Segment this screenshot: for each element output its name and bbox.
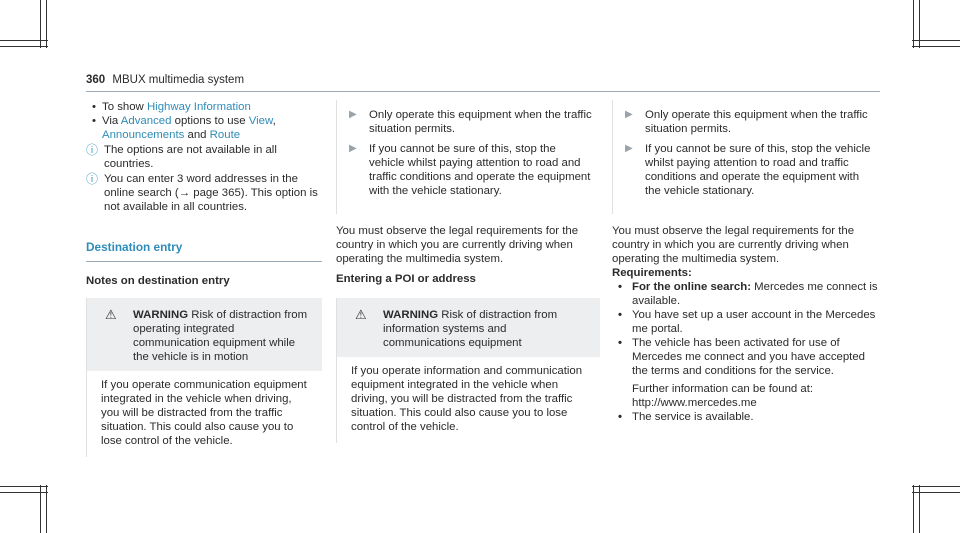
list-item: • You have set up a user account in the Mercedes me portal. <box>618 309 876 335</box>
arrow-icon: ▶ <box>349 143 357 154</box>
bullet-icon: • <box>618 309 622 321</box>
info-note: ⓘ The options are not available in all countries. <box>86 143 277 170</box>
warning-label: WARNING <box>383 309 439 321</box>
section-rule <box>86 261 322 262</box>
crop-mark <box>912 492 960 493</box>
paragraph: You must observe the legal requirements for the country in which you are currently driving when operating the multimedia system. <box>612 225 855 265</box>
warning-header: ⚠ WARNING Risk of distraction from information systems and communications equipment <box>337 298 600 357</box>
bullet-icon: • <box>618 337 622 349</box>
subheading: Notes on destination entry <box>86 275 230 287</box>
bullet-icon: • <box>92 101 96 113</box>
crop-mark <box>912 40 960 41</box>
advanced-link[interactable]: Advanced <box>120 115 172 127</box>
list-item: ▶ If you cannot be sure of this, stop the vehicle whilst paying attention to road and traffic conditions and operate the equipment with the vehicle stationary. <box>343 142 592 198</box>
info-icon: ⓘ <box>86 172 99 186</box>
list-item: • The service is available. <box>618 411 754 423</box>
page-header <box>86 73 244 87</box>
route-link[interactable]: Route <box>209 129 241 141</box>
list-item: ▶ Only operate this equipment when the traffic situation permits. <box>343 108 592 136</box>
crop-mark <box>46 0 47 48</box>
crop-mark <box>0 40 48 41</box>
list-item: • For the online search: Mercedes me connect is available. <box>618 281 878 307</box>
crop-mark <box>0 46 48 47</box>
paragraph: You must observe the legal requirements for the country in which you are currently driving when operating the multimedia system. <box>336 225 579 265</box>
warning-header: ⚠ WARNING Risk of distraction from operating integrated communication equipment while the vehicle is in motion <box>87 298 322 371</box>
bullet-icon: • <box>92 115 96 127</box>
crop-mark <box>0 486 48 487</box>
info-icon: ⓘ <box>86 143 99 157</box>
warning-continuation <box>336 100 600 214</box>
page-title: MBUX multimedia system <box>112 74 245 86</box>
column-3 <box>600 100 880 424</box>
bullet-icon: • <box>618 411 622 423</box>
column-2 <box>322 100 600 443</box>
warning-body: If you operate information and communication equipment integrated in the vehicle when driving, you will be distracted from the traffic situation. This could also cause you to lose control of the vehicle. <box>351 365 583 433</box>
list-item: ▶ Only operate this equipment when the traffic situation permits. <box>619 108 872 136</box>
warning-icon: ⚠ <box>355 307 367 322</box>
header-rule <box>86 91 880 92</box>
warning-box <box>86 298 322 457</box>
crop-mark <box>0 492 48 493</box>
list-item: ▶ If you cannot be sure of this, stop the vehicle whilst paying attention to road and traffic conditions and operate the equipment with the vehicle stationary. <box>619 142 872 198</box>
arrow-icon: ▶ <box>625 109 633 120</box>
bullet-icon: • <box>618 281 622 293</box>
warning-icon: ⚠ <box>105 307 117 322</box>
requirements-label: Requirements: <box>612 267 692 279</box>
warning-box <box>336 298 600 443</box>
highway-information-link[interactable]: Highway Information <box>146 101 251 113</box>
column-1 <box>86 100 322 457</box>
section-title: Destination entry <box>86 240 183 254</box>
announcements-link[interactable]: Announcements <box>102 129 185 141</box>
list-item: • To show Highway Information <box>92 101 251 113</box>
arrow-icon: ▶ <box>625 143 633 154</box>
info-note: ⓘ You can enter 3 word addresses in the online search (→ page 365). This option is not available in all countries. <box>86 172 318 213</box>
warning-continuation <box>612 100 880 214</box>
list-item: • Via Advanced options to use View, Announcements and Route <box>92 115 276 141</box>
list-item: • The vehicle has been activated for use of Mercedes me connect and you have accepted the terms and conditions for the service. Further information can be found at: http://www.mercedes.me <box>612 336 880 410</box>
view-link[interactable]: View <box>248 115 273 127</box>
warning-body: If you operate communication equipment integrated in the vehicle when driving, you will be distracted from the traffic situation. This could also cause you to lose control of the vehicle. <box>101 379 307 447</box>
subheading: Entering a POI or address <box>336 273 476 285</box>
warning-label: WARNING <box>133 309 189 321</box>
further-info: Further information can be found at: http://www.mercedes.me <box>632 383 814 409</box>
crop-mark <box>912 486 960 487</box>
crop-mark <box>912 46 960 47</box>
arrow-icon: ▶ <box>349 109 357 120</box>
page-number: 360 <box>86 74 106 86</box>
